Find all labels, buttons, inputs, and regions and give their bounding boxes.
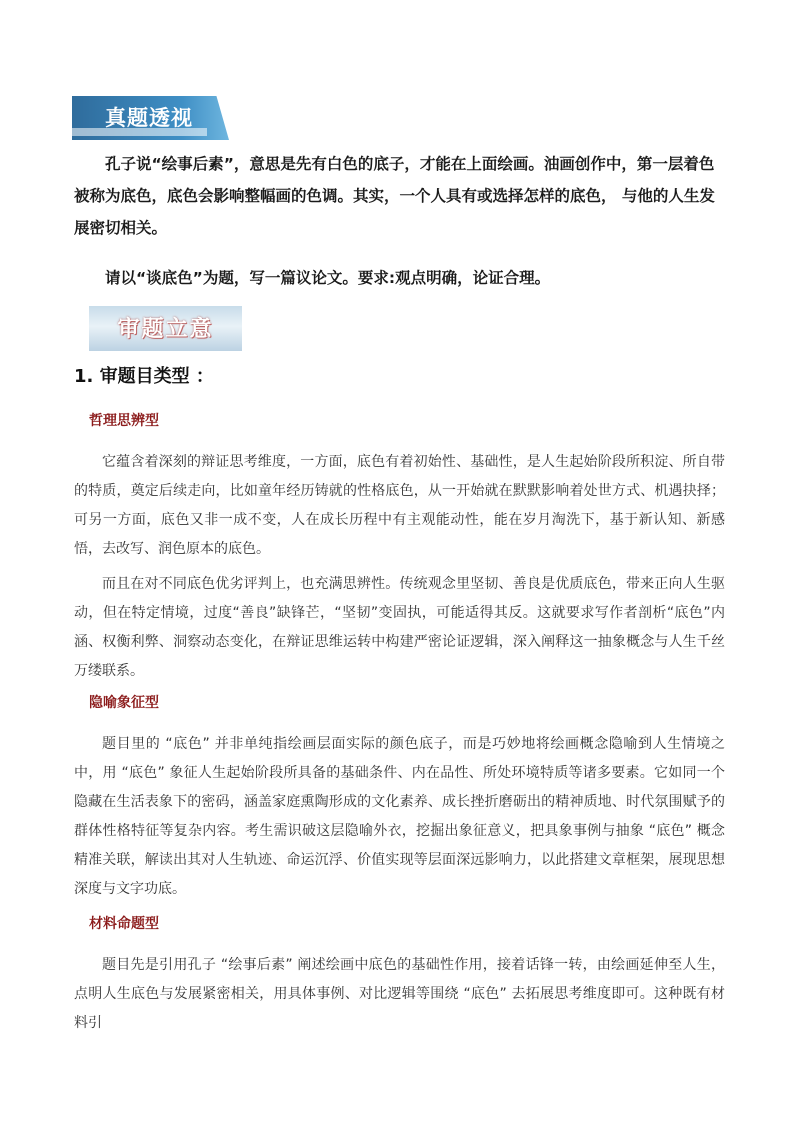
banner-label: 真题透视: [105, 106, 193, 130]
type-paragraph: 它蕴含着深刻的辩证思考维度，一方面，底色有着初始性、基础性，是人生起始阶段所积淀、所自带的特质，奠定后续走向，比如童年经历铸就的性格底色，从一开始就在默默影响着处世方式、机遇抉择；可另一方面，底色又非一成不变，人在成长历程中有主观能动性，能在岁月淘洗下，基于新认知、新感悟，去改写、润色原本的底色。: [74, 454, 725, 557]
banner-label: 审题立意: [117, 317, 214, 342]
section-banner-zhenti: [72, 96, 229, 140]
prompt-instruction: 请以“谈底色”为题，写一篇议论文。要求:观点明确，论证合理。: [105, 269, 551, 287]
section-banner-shenti: [89, 306, 242, 351]
type-paragraph: 而且在对不同底色优劣评判上，也充满思辨性。传统观念里坚韧、善良是优质底色，带来正向人生驱动，但在特定情境，过度“善良”缺锋芒，“坚韧”变固执，可能适得其反。这就要求写作者剖析“底色”内涵、权衡利弊、洞察动态变化，在辩证思维运转中构建严密论证逻辑，深入阐释这一抽象概念与人生千丝万缕联系。: [74, 576, 725, 679]
section-heading: 1. 审题目类型 ：: [74, 366, 214, 387]
type-heading-material: 材料命题型: [89, 916, 159, 932]
type-paragraph: 题目里的 “底色” 并非单纯指绘画层面实际的颜色底子，而是巧妙地将绘画概念隐喻到人生情境之中，用 “底色” 象征人生起始阶段所具备的基础条件、内在品性、所处环境特质等诸多要素。它如同一个隐藏在生活表象下的密码，涵盖家庭熏陶形成的文化素养、成长挫折磨砺出的精神质地、时代氛围赋予的群体性格特征等复杂内容。考生需识破这层隐喻外衣，挖掘出象征意义，把具象事例与抽象 “底色” 概念精准关联，解读出其对人生轨迹、命运沉浮、价值实现等层面深远影响力，以此搭建文章框架，展现思想深度与文字功底。: [74, 736, 725, 897]
type-heading-metaphor: 隐喻象征型: [89, 695, 159, 711]
type-paragraph: 题目先是引用孔子 “绘事后素” 阐述绘画中底色的基础性作用，接着话锋一转，由绘画延伸至人生，点明人生底色与发展紧密相关，用具体事例、对比逻辑等围绕 “底色” 去拓展思考维度即可。这种既有材料引: [74, 957, 725, 1031]
prompt-paragraph: 孔子说“绘事后素”，意思是先有白色的底子，才能在上面绘画。油画创作中，第一层着色被称为底色，底色会影响整幅画的色调。其实，一个人具有或选择怎样的底色， 与他的人生发展密切相关。: [74, 155, 715, 237]
type-heading-philosophy: 哲理思辨型: [89, 413, 159, 429]
